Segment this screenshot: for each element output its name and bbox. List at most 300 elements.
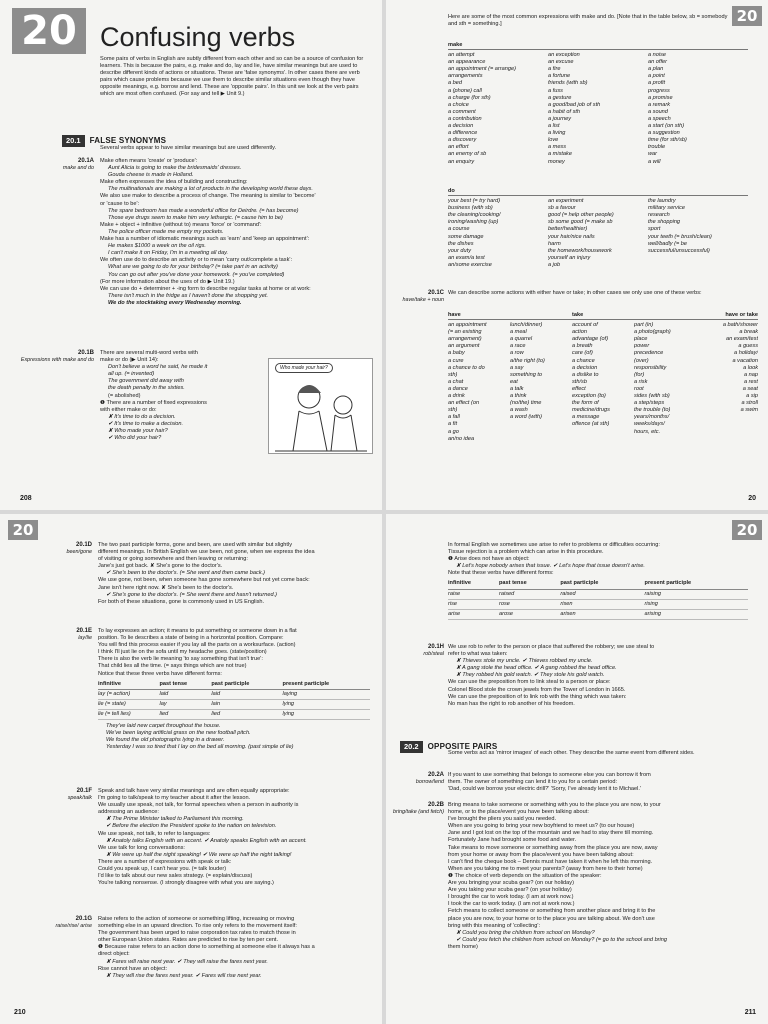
text-line: Notice that these three verbs have different forms:	[98, 670, 222, 677]
text-line: Rise cannot have an object:	[98, 965, 168, 972]
section-20-1E-lines	[98, 628, 370, 678]
expression-item: time (for sth/sb)	[648, 137, 687, 144]
expression-item: a/the right (to)	[510, 357, 545, 364]
expression-item: well/badly (= be	[648, 240, 688, 247]
expression-item: progress	[648, 87, 670, 94]
text-line: Fortunately Jane had brought some food and water.	[448, 837, 577, 844]
expression-item: the laundry	[648, 198, 676, 205]
column-header: past tense	[160, 680, 212, 690]
unit-number-tab: 20	[732, 520, 762, 540]
make-do-intro: Here are some of the most common expressions with make and do. [Note that in the table below, sb = somebody and sth = something.]	[448, 14, 728, 28]
right-example: ✔ Could you fetch the children from school on Monday? (= go to the school and bring	[456, 936, 668, 943]
have-take-columns	[448, 322, 758, 443]
text-line: 'Dad, could we borrow your electric drill?' 'Sorry, I've already lent it to Michael.'	[448, 786, 642, 793]
expression-column	[696, 322, 758, 443]
table-cell: lain	[211, 699, 282, 709]
text-line: Make often expresses the idea of building and constructing:	[100, 179, 248, 186]
expression-item: a breath	[572, 343, 593, 350]
do-expressions-table	[448, 188, 748, 269]
expression-item: arrangement)	[448, 336, 482, 343]
section-20-1E-body	[98, 628, 370, 751]
expression-item: a charge (for sth)	[448, 94, 491, 101]
have-heading: have	[448, 312, 461, 318]
expression-item: a gesture	[548, 94, 572, 101]
text-line: Make has a number of idiomatic meanings such as 'earn' and 'keep an appointment':	[100, 236, 310, 243]
side-label-20-2B	[388, 802, 444, 815]
text-line: or 'cause to be':	[100, 200, 140, 207]
expression-item: something to	[510, 371, 543, 378]
expression-item: years/months/	[634, 414, 670, 421]
expression-item: advantage (of)	[572, 336, 609, 343]
text-line: The two past participle forms, gone and been, are used with similar but slightly	[98, 542, 293, 548]
expression-item: a meal	[510, 329, 527, 336]
text-line: There is also the verb lie meaning 'to say something that isn't true':	[98, 656, 263, 663]
section-code: 20.1A	[77, 158, 94, 164]
expression-item: a look	[743, 364, 758, 371]
expression-item: a fire	[548, 66, 561, 73]
section-label: bring/take (and fetch)	[393, 808, 444, 815]
column-header: present participle	[283, 680, 370, 690]
section-label: lay/lie	[78, 634, 92, 641]
text-line: Yesterday I was so tired that I lay on the bed all morning. (past simple of lie)	[106, 744, 294, 751]
expression-item: your best (= try hard)	[448, 198, 501, 205]
table-row	[98, 689, 370, 699]
expression-column	[548, 198, 648, 269]
text-line: I'm going to talk/speak to my teacher about it after the lesson.	[98, 795, 251, 802]
expression-item: account of	[572, 322, 598, 329]
section-code: 20.1B	[77, 350, 94, 356]
expression-item: a row	[510, 350, 524, 357]
text-line: place you are now, to your home or to the place you are talking about. We don't use	[448, 915, 655, 922]
expression-item: ironing/washing (up)	[448, 219, 499, 226]
wrong-example: ✘ They robbed his gold watch. ✔ They stole his gold watch.	[456, 672, 605, 679]
wrong-example: ✘ We were up half the night speaking! ✔ We were up half the night talking!	[106, 851, 292, 858]
expression-item: a fall	[448, 414, 460, 421]
side-label-20-1G	[14, 916, 92, 929]
text-line: something else in an upward direction. To rise only refers to the movement itself:	[98, 923, 297, 930]
expression-item: an appointment	[448, 322, 487, 329]
text-line: refer to what was taken:	[448, 651, 508, 658]
expression-item: a decision	[448, 123, 474, 130]
section-code: 20.1C	[427, 290, 444, 296]
intro-paragraph: Some pairs of verbs in English are subtly different from each other and so can be a source of confusion for learners. This is because the pairs, e.g. make and do, lay and lie, have similar meanings but are used to describe different kinds of actions or situations. These are 'false synonyms'. In other cases there are verb pairs which cause problems because we use them to describe similar situations even though they have opposite meanings, e.g. borrow and lend. These are 'opposite pairs'. In this unit we look at the verb pairs which are most often confused. (For say and tell ▶ Unit 9.)	[100, 56, 364, 98]
example-line: The government did away with	[108, 378, 184, 385]
text-line: They've laid new carpet throughout the house.	[106, 723, 221, 730]
section-20-1H-body	[448, 644, 748, 708]
expression-item: a will	[648, 158, 661, 165]
text-line: Jane isn't here right now. ✘ She's been to the doctor's.	[98, 584, 234, 591]
text-line: Raise refers to the action of someone or something lifting, increasing or moving	[98, 916, 295, 922]
arise-block	[448, 542, 748, 620]
take-heading: take	[572, 312, 584, 318]
lay-lie-table	[98, 680, 370, 720]
section-20-1E-examples	[98, 723, 370, 751]
page-209	[386, 0, 768, 510]
expression-item: sb a favour	[548, 205, 576, 212]
text-line: Colonel Blood stole the crown jewels from the Tower of London in 1665.	[448, 686, 626, 693]
expression-item: part (in)	[634, 322, 654, 329]
make-expressions-table	[448, 42, 748, 166]
section-label: borrow/lend	[415, 778, 444, 785]
text-line: We use rob to refer to the person or place that suffered the robbery; we use steal to	[448, 644, 655, 650]
expression-item: a dance	[448, 385, 468, 392]
expression-item: offence (at sth)	[572, 421, 610, 428]
expression-item: an exam/a test	[448, 254, 485, 261]
expression-item: a fit	[448, 421, 458, 428]
expression-item: friends (with sb)	[548, 80, 588, 87]
section-code: 20.1H	[427, 644, 444, 650]
expression-item: eat	[510, 378, 518, 385]
expression-item: love	[548, 137, 559, 144]
do-columns	[448, 198, 748, 269]
expression-item: military service	[648, 205, 685, 212]
table-row	[448, 599, 748, 609]
unit-number-tab: 20	[732, 6, 762, 26]
expression-item: effect	[572, 385, 586, 392]
expression-item: (over)	[634, 357, 649, 364]
text-line: We can use do + determiner + -ing form to describe regular tasks at home or at work:	[100, 285, 311, 292]
text-line: Note that these verbs have different forms:	[448, 570, 554, 577]
expression-item: a message	[572, 414, 600, 421]
text-line: Tissue rejection is a problem which can arise in this procedure.	[448, 549, 604, 556]
example-line: You can go out after you've done your homework. (= you've completed)	[108, 271, 285, 278]
expression-item: an effect (on	[448, 400, 480, 407]
example-line: Gouda cheese is made in Holland.	[108, 172, 194, 179]
text-line: There are several multi-word verbs with	[100, 350, 198, 356]
expression-item: good (= help other people)	[548, 212, 614, 219]
text-line: direct object:	[98, 951, 130, 958]
expression-column	[648, 198, 748, 269]
text-line: Are you taking your scuba gear? (on your holiday)	[448, 887, 572, 894]
text-line: I took the car to work today. (I am not at work now.)	[448, 901, 575, 908]
right-example: ✔ Who did your hair?	[108, 435, 162, 442]
expression-item: a guess	[738, 343, 758, 350]
expression-item: a swim	[740, 407, 758, 414]
section-code: 20.1G	[75, 916, 92, 922]
expression-item: sport	[648, 226, 661, 233]
expression-item: a job	[548, 261, 561, 268]
expression-item: a difference	[448, 130, 478, 137]
expression-item: a break	[739, 329, 758, 336]
section-code: 20.1E	[76, 628, 92, 634]
text-line: No man has the right to rob another of his freedom.	[448, 700, 575, 707]
expression-item: a word (with)	[510, 414, 543, 421]
side-label-20-2A	[388, 772, 444, 785]
expression-item: research	[648, 212, 670, 219]
text-line: other European Union states. Rates are predicted to rise by ten per cent.	[98, 937, 279, 944]
table-cell: raised	[499, 589, 560, 599]
section-code: 20.1F	[76, 788, 92, 794]
make-columns	[448, 52, 748, 166]
expression-item: an/no idea	[448, 435, 475, 442]
expression-item: a (phone) call	[448, 87, 482, 94]
text-line: Could you speak up, I can't hear you. (= talk louder)	[98, 866, 227, 873]
section-lead: Several verbs appear to have similar meanings but are used differently.	[100, 145, 277, 151]
have-take-table	[448, 312, 758, 443]
expression-item: a stroll	[741, 400, 758, 407]
text-line: In formal English we sometimes use arise to refer to problems or difficulties occurring:	[448, 542, 660, 548]
expression-item: your duty	[448, 247, 472, 254]
page-number: 208	[20, 495, 32, 502]
expression-item: the dishes	[448, 240, 474, 247]
section-20-1F-body	[98, 788, 370, 887]
expression-column	[634, 322, 696, 443]
wrong-example: ✘ They will rise the fares next year. ✔ Fares will rise next year.	[106, 972, 262, 979]
expression-item: the homework/housework	[548, 247, 612, 254]
text-line: ❶ Because raise refers to an action done to something at someone else it always has a	[98, 944, 315, 951]
right-example: ✔ It's time to make a decision.	[108, 420, 184, 427]
table-cell: risen	[560, 599, 644, 609]
example-line: Aunt Alicia is going to make the bridesmaids' dresses.	[108, 165, 242, 172]
text-line: We use talk for long conversations:	[98, 844, 185, 851]
expression-item: a plan	[648, 66, 664, 73]
text-line: To lay expresses an action; it means to put something or someone down in a flat	[98, 628, 297, 634]
example-line: I can't make it on Friday, I'm in a meeting all day.	[108, 250, 229, 257]
expression-item: a list	[548, 123, 560, 130]
table-cell: laid	[160, 689, 212, 699]
table-cell: lied	[211, 709, 282, 719]
text-line: Fetch means to collect someone or something from another place and bring it to the	[448, 908, 656, 915]
section-code: 20.2B	[427, 802, 444, 808]
page-210	[0, 514, 382, 1024]
table-cell: rise	[448, 599, 499, 609]
expression-item: a mess	[548, 144, 567, 151]
text-line: You're talking nonsense. (I strongly disagree with what you are saying.)	[98, 880, 274, 887]
section-20-2-header	[400, 736, 498, 751]
have-or-take-heading: have or take	[725, 312, 758, 318]
text-line: We can use the preposition of to link rob with the thing which was taken:	[448, 693, 627, 700]
text-line: Jane's just got back. ✘ She's gone to the doctor's.	[98, 563, 223, 570]
expression-item: a start (on sth)	[648, 123, 685, 130]
side-label-20-1B	[20, 350, 94, 363]
expression-item: the trouble (to)	[634, 407, 671, 414]
section-title: OPPOSITE PAIRS	[427, 742, 498, 751]
expression-item: a comment	[448, 108, 476, 115]
hairdresser-drawing	[269, 359, 372, 453]
table-body	[448, 589, 748, 619]
expression-item: a say	[510, 364, 524, 371]
expression-item: a baby	[448, 350, 465, 357]
do-heading: do	[448, 188, 748, 196]
table-cell: lay (= action)	[98, 689, 160, 699]
wrong-example: ✘ A gang stole the head office. ✔ A gang robbed the head office.	[456, 665, 617, 672]
text-line: ❶ The choice of verb depends on the situation of the speaker:	[448, 872, 602, 879]
expression-item: place	[634, 336, 648, 343]
expression-item: sth)	[448, 371, 458, 378]
table-cell: lied	[160, 709, 212, 719]
expression-item: a noise	[648, 52, 667, 59]
wrong-example: ✘ Could you bring the children from school on Monday?	[456, 929, 595, 936]
expression-item: a drink	[448, 393, 465, 400]
example-line: the death penalty in the sixties.	[108, 385, 185, 392]
page-211	[386, 514, 768, 1024]
text-line: I brought the car to work today. (I am at work now.)	[448, 894, 574, 901]
section-20-1G-body	[98, 916, 370, 980]
expression-item: a rest	[744, 378, 758, 385]
expression-column	[648, 52, 748, 166]
unit-number-tab: 20	[12, 8, 86, 54]
expression-item: a promise	[648, 94, 673, 101]
wrong-example: ✘ The Prime Minister talked to Parliament this morning.	[106, 816, 244, 823]
expression-item: harm	[548, 240, 561, 247]
table-cell: lay	[160, 699, 212, 709]
have-take-headings	[448, 312, 758, 320]
section-label: Expressions with make and do	[20, 356, 94, 363]
arise-lines	[448, 542, 748, 577]
table-cell: raising	[645, 589, 748, 599]
raise-rise-arise-table	[448, 579, 748, 619]
expression-column	[548, 52, 648, 166]
unit-title: Confusing verbs	[100, 22, 296, 52]
text-line: ❶ Arise does not have an object:	[448, 556, 530, 563]
text-line: of visiting or going somewhere and then leaving or returning:	[98, 556, 248, 563]
side-label-20-1H	[388, 644, 444, 657]
table-cell: lie (= tell lies)	[98, 709, 160, 719]
section-20-1-header	[62, 130, 167, 145]
expression-item: an argument	[448, 343, 480, 350]
expression-item: a risk	[634, 378, 648, 385]
expression-item: a living	[548, 130, 566, 137]
text-line: If you want to use something that belongs to someone else you can borrow it from	[448, 772, 651, 778]
expression-item: a chat	[448, 378, 464, 385]
section-20-1C-lead: We can describe some actions with either have or take; in other cases we only use one of these verbs:	[448, 290, 702, 296]
section-title: FALSE SYNONYMS	[89, 136, 167, 145]
expression-item: a go	[448, 428, 459, 435]
expression-item: a dislike to	[572, 371, 599, 378]
table-row	[98, 699, 370, 709]
example-line: Don't believe a word he said, he made it	[108, 364, 208, 371]
table-row	[98, 709, 370, 719]
unit-number-tab: 20	[8, 520, 38, 540]
section-label: have/take + noun	[402, 296, 444, 303]
wrong-example: ✘ Thieves stole my uncle. ✔ Thieves robbed my uncle.	[456, 658, 593, 665]
expression-item: successful/unsuccessful)	[648, 247, 710, 254]
expression-item: power	[634, 343, 650, 350]
text-line: That child lies all the time. (= says things which are not true)	[98, 663, 247, 670]
text-line: When are you taking me to meet your parents? (away from here to their home)	[448, 865, 643, 872]
example-line: He makes $1000 a week on the oil rigs.	[108, 243, 206, 250]
page-208	[0, 0, 382, 510]
expression-item: action	[572, 329, 587, 336]
right-example: ✔ She's gone to the doctor's. (= She went there and hasn't returned.)	[106, 591, 277, 598]
section-20-2B-body	[448, 802, 748, 951]
example-line: There isn't much in the fridge as I haven't done the shopping yet.	[108, 292, 269, 299]
text-line: We usually use speak, not talk, for formal speeches when a person in authority is	[98, 802, 299, 809]
expression-item: yourself an injury	[548, 254, 591, 261]
text-line: ❶ There are a number of fixed expressions	[100, 399, 207, 406]
table-cell: arise	[448, 609, 499, 619]
wrong-example: ✘ Anatoly talks English with an accent. ✔ Anatoly speaks English with an accent.	[106, 837, 307, 844]
expression-item: the cleaning/cooking/	[448, 212, 501, 219]
expression-item: a speech	[648, 115, 671, 122]
expression-item: a photo(graph)	[634, 329, 671, 336]
expression-item: your hair/nice nails	[548, 233, 595, 240]
expression-item: an enemy of sb	[448, 151, 487, 158]
section-number: 20.1	[62, 135, 85, 147]
section-code: 20.2A	[427, 772, 444, 778]
expression-item: a decision	[572, 364, 598, 371]
expression-item: a suggestion	[648, 130, 680, 137]
expression-item: a bath/shower	[722, 322, 758, 329]
expression-item: a mistake	[548, 151, 572, 158]
expression-item: an enquiry	[448, 158, 475, 165]
side-label-20-1A	[20, 158, 94, 171]
expression-item: a discovery	[448, 137, 477, 144]
expression-item: an effort	[448, 144, 469, 151]
expression-item: a chance	[572, 357, 595, 364]
expression-item: a journey	[548, 115, 572, 122]
table-cell: rose	[499, 599, 560, 609]
section-code: 20.1D	[75, 542, 92, 548]
expression-item: a course	[448, 226, 470, 233]
expression-item: lunch/dinner)	[510, 322, 543, 329]
expression-column	[448, 52, 548, 166]
table-cell: laying	[283, 689, 370, 699]
table-cell: lying	[283, 709, 370, 719]
table-header-row	[98, 680, 370, 690]
table-row	[448, 609, 748, 619]
expression-item: a good/bad job of sth	[548, 101, 601, 108]
text-line: with either make or do:	[100, 406, 157, 413]
expression-item: some damage	[448, 233, 484, 240]
wrong-example: ✘ Let's hope nobody arises that issue. ✔ Let's hope that issue doesn't arise.	[456, 563, 645, 570]
text-line: I can't find the cheque book – Dennis must have taken it when he left this morning.	[448, 858, 653, 865]
wrong-example: ✘ It's time to do a decision.	[108, 413, 176, 420]
side-label-20-1E	[14, 628, 92, 641]
text-line: We can use the preposition from to link steal to a person or place:	[448, 679, 611, 686]
section-number: 20.2	[400, 741, 423, 753]
expression-item: an exam/test	[725, 336, 758, 343]
expression-item: the shopping	[648, 219, 681, 226]
section-label: raise/rise/ arise	[55, 922, 92, 929]
expression-item: an experiment	[548, 198, 584, 205]
expression-item: an/some exercise	[448, 261, 492, 268]
hairdresser-illustration	[268, 358, 373, 454]
page-number: 20	[748, 495, 756, 502]
example-line: all up. (= invented)	[108, 371, 155, 378]
expression-item: sb some good (= make sb	[548, 219, 613, 226]
expression-item: arrangements	[448, 73, 483, 80]
expression-item: medicine/drugs	[572, 407, 610, 414]
example-line: The spare bedroom has made a wonderful office for Deirdre. (= has become)	[108, 207, 299, 214]
table-cell: raise	[448, 589, 499, 599]
text-line: We found the old photographs lying in a drawer.	[106, 737, 225, 744]
expression-item: a fortune	[548, 73, 571, 80]
section-label: rob/steal	[423, 650, 444, 657]
expression-item: sth)	[448, 407, 458, 414]
text-line: Are you bringing your scuba gear? (on our holiday)	[448, 880, 574, 887]
text-line: I've brought the pliers you said you needed.	[448, 816, 557, 823]
table-header-row	[448, 579, 748, 589]
expression-item: an appointment (= arrange)	[448, 66, 516, 73]
expression-column	[510, 322, 572, 443]
side-label-20-1F	[14, 788, 92, 801]
wrong-example: ✘ Fares will raise next year. ✔ They will raise the fares next year.	[106, 958, 268, 965]
wrong-example: ✘ Who made your hair?	[108, 428, 168, 435]
column-header: infinitive	[448, 579, 499, 589]
text-line: There are a number of expressions with speak or talk:	[98, 858, 232, 865]
expression-item: war	[648, 151, 658, 158]
right-example: ✔ Before the election the President spoke to the nation on television.	[106, 823, 277, 830]
table-cell: arisen	[560, 609, 644, 619]
expression-item: a step/steps	[634, 400, 665, 407]
expression-item: precedence	[634, 350, 664, 357]
table-cell: lie (= state)	[98, 699, 160, 709]
side-label-20-1C	[388, 290, 444, 303]
text-line: addressing an audience:	[98, 809, 159, 816]
expression-item: better/healthier)	[548, 226, 588, 233]
expression-item: a nap	[744, 371, 758, 378]
